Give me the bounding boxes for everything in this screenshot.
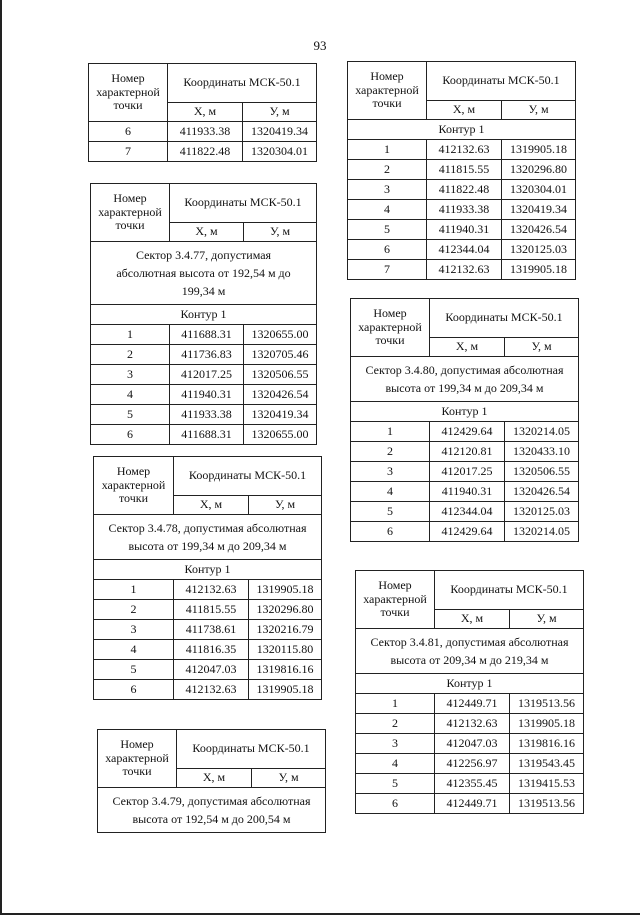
y-coordinate-cell: 1319816.16 xyxy=(510,734,584,754)
coordinates-table xyxy=(347,61,576,280)
header-row xyxy=(348,62,576,101)
x-coordinate-cell: 412132.63 xyxy=(174,580,249,600)
y-coordinate-cell: 1320426.54 xyxy=(502,220,576,240)
point-number-cell: 2 xyxy=(94,600,174,620)
point-number-cell: 3 xyxy=(91,365,170,385)
y-coordinate-cell: 1319543.45 xyxy=(510,754,584,774)
coordinates-table xyxy=(355,570,584,814)
y-column-header: У, м xyxy=(244,223,317,242)
table-row xyxy=(356,734,584,754)
sector-title: Сектор 3.4.78, допустимая абсолютная высота от 199,34 м до 209,34 м xyxy=(94,515,322,560)
x-coordinate-cell: 411933.38 xyxy=(427,200,502,220)
point-number-header: Номер характерной точки xyxy=(348,62,427,120)
y-coordinate-cell: 1320296.80 xyxy=(502,160,576,180)
point-number-cell: 1 xyxy=(356,694,435,714)
y-coordinate-cell: 1319816.16 xyxy=(249,660,322,680)
x-coordinate-cell: 412344.04 xyxy=(427,240,502,260)
point-number-header: Номер характерной точки xyxy=(98,730,177,788)
sector-row xyxy=(98,788,326,833)
y-column-header: У, м xyxy=(502,101,576,120)
table-row xyxy=(356,694,584,714)
y-coordinate-cell: 1320506.55 xyxy=(505,462,579,482)
table-row xyxy=(351,442,579,462)
x-coordinate-cell: 411940.31 xyxy=(427,220,502,240)
x-column-header: Х, м xyxy=(168,103,243,122)
y-coordinate-cell: 1319415.53 xyxy=(510,774,584,794)
table-row xyxy=(91,385,317,405)
x-coordinate-cell: 412017.25 xyxy=(170,365,244,385)
point-number-cell: 1 xyxy=(348,140,427,160)
contour-label: Контур 1 xyxy=(356,674,584,694)
point-number-cell: 6 xyxy=(351,522,430,542)
table-row xyxy=(351,502,579,522)
coordinates-table xyxy=(88,63,317,162)
contour-label: Контур 1 xyxy=(94,560,322,580)
point-number-cell: 2 xyxy=(351,442,430,462)
y-coordinate-cell: 1320214.05 xyxy=(505,422,579,442)
point-number-cell: 3 xyxy=(348,180,427,200)
sector-row xyxy=(356,629,584,674)
point-number-cell: 6 xyxy=(91,425,170,445)
sector-title: Сектор 3.4.77, допустимая абсолютная высота от 192,54 м до 199,34 м xyxy=(91,242,317,305)
table-row xyxy=(356,794,584,814)
y-coordinate-cell: 1320705.46 xyxy=(244,345,317,365)
point-number-cell: 6 xyxy=(356,794,435,814)
x-coordinate-cell: 412132.63 xyxy=(427,260,502,280)
point-number-cell: 4 xyxy=(348,200,427,220)
table-row xyxy=(348,260,576,280)
x-column-header: Х, м xyxy=(170,223,244,242)
coordinates-table xyxy=(350,298,579,542)
y-column-header: У, м xyxy=(505,338,579,357)
coordinates-table xyxy=(90,183,317,445)
point-number-cell: 6 xyxy=(348,240,427,260)
table-row xyxy=(94,660,322,680)
x-coordinate-cell: 411933.38 xyxy=(170,405,244,425)
table-row xyxy=(356,714,584,734)
x-coordinate-cell: 412047.03 xyxy=(435,734,510,754)
header-row xyxy=(94,457,322,496)
point-number-cell: 2 xyxy=(348,160,427,180)
contour-label: Контур 1 xyxy=(348,120,576,140)
table-row xyxy=(351,462,579,482)
point-number-cell: 6 xyxy=(94,680,174,700)
point-number-cell: 5 xyxy=(348,220,427,240)
x-coordinate-cell: 411822.48 xyxy=(168,142,243,162)
coordinates-header: Координаты МСК-50.1 xyxy=(170,184,317,223)
point-number-cell: 3 xyxy=(94,620,174,640)
sector-row xyxy=(91,242,317,305)
point-number-header: Номер характерной точки xyxy=(356,571,435,629)
table-row xyxy=(348,240,576,260)
x-coordinate-cell: 411738.61 xyxy=(174,620,249,640)
y-coordinate-cell: 1320115.80 xyxy=(249,640,322,660)
x-coordinate-cell: 411940.31 xyxy=(430,482,505,502)
point-number-cell: 5 xyxy=(94,660,174,680)
y-coordinate-cell: 1320419.34 xyxy=(244,405,317,425)
sector-row xyxy=(94,515,322,560)
point-number-cell: 3 xyxy=(351,462,430,482)
x-coordinate-cell: 411822.48 xyxy=(427,180,502,200)
y-coordinate-cell: 1320125.03 xyxy=(502,240,576,260)
x-column-header: Х, м xyxy=(174,496,249,515)
y-coordinate-cell: 1320426.54 xyxy=(505,482,579,502)
table-row xyxy=(91,345,317,365)
table-row xyxy=(356,754,584,774)
x-coordinate-cell: 412449.71 xyxy=(435,794,510,814)
x-coordinate-cell: 411815.55 xyxy=(174,600,249,620)
point-number-cell: 1 xyxy=(91,325,170,345)
point-number-header: Номер характерной точки xyxy=(351,299,430,357)
contour-label: Контур 1 xyxy=(91,305,317,325)
x-coordinate-cell: 412017.25 xyxy=(430,462,505,482)
point-number-header: Номер характерной точки xyxy=(89,64,168,122)
y-coordinate-cell: 1320304.01 xyxy=(243,142,317,162)
y-coordinate-cell: 1320655.00 xyxy=(244,325,317,345)
sector-title: Сектор 3.4.81, допустимая абсолютная высота от 209,34 м до 219,34 м xyxy=(356,629,584,674)
point-number-cell: 5 xyxy=(91,405,170,425)
coordinates-header: Координаты МСК-50.1 xyxy=(430,299,579,338)
page-number: 93 xyxy=(313,38,327,53)
y-coordinate-cell: 1320304.01 xyxy=(502,180,576,200)
table-row xyxy=(94,640,322,660)
contour-row xyxy=(348,120,576,140)
coordinates-table xyxy=(93,456,322,700)
y-column-header: У, м xyxy=(249,496,322,515)
y-coordinate-cell: 1320419.34 xyxy=(502,200,576,220)
x-coordinate-cell: 412449.71 xyxy=(435,694,510,714)
y-coordinate-cell: 1320214.05 xyxy=(505,522,579,542)
table-row xyxy=(348,200,576,220)
contour-row xyxy=(91,305,317,325)
table-row xyxy=(94,580,322,600)
table-row xyxy=(348,140,576,160)
y-coordinate-cell: 1320419.34 xyxy=(243,122,317,142)
header-row xyxy=(91,184,317,223)
x-coordinate-cell: 412429.64 xyxy=(430,422,505,442)
y-coordinate-cell: 1320655.00 xyxy=(244,425,317,445)
header-row xyxy=(98,730,326,769)
contour-row xyxy=(94,560,322,580)
coordinates-header: Координаты МСК-50.1 xyxy=(435,571,584,610)
coordinates-header: Координаты МСК-50.1 xyxy=(427,62,576,101)
header-row xyxy=(89,64,317,103)
x-coordinate-cell: 411688.31 xyxy=(170,425,244,445)
x-coordinate-cell: 412120.81 xyxy=(430,442,505,462)
x-column-header: Х, м xyxy=(430,338,505,357)
table-row xyxy=(89,122,317,142)
page-left-border xyxy=(0,0,2,915)
sector-title: Сектор 3.4.79, допустимая абсолютная высота от 192,54 м до 200,54 м xyxy=(98,788,326,833)
table-row xyxy=(94,620,322,640)
point-number-cell: 2 xyxy=(356,714,435,734)
table-row xyxy=(348,160,576,180)
y-coordinate-cell: 1320506.55 xyxy=(244,365,317,385)
table-row xyxy=(94,680,322,700)
y-coordinate-cell: 1320296.80 xyxy=(249,600,322,620)
coordinates-header: Координаты МСК-50.1 xyxy=(168,64,317,103)
y-coordinate-cell: 1319905.18 xyxy=(502,140,576,160)
point-number-cell: 4 xyxy=(94,640,174,660)
y-coordinate-cell: 1320125.03 xyxy=(505,502,579,522)
coordinates-table xyxy=(97,729,326,833)
table-row xyxy=(351,422,579,442)
table-row xyxy=(91,365,317,385)
point-number-cell: 4 xyxy=(351,482,430,502)
y-coordinate-cell: 1319905.18 xyxy=(502,260,576,280)
contour-label: Контур 1 xyxy=(351,402,579,422)
point-number-cell: 2 xyxy=(91,345,170,365)
x-coordinate-cell: 411736.83 xyxy=(170,345,244,365)
x-coordinate-cell: 412344.04 xyxy=(430,502,505,522)
y-coordinate-cell: 1320426.54 xyxy=(244,385,317,405)
coordinates-header: Координаты МСК-50.1 xyxy=(177,730,326,769)
header-row xyxy=(351,299,579,338)
table-row xyxy=(348,180,576,200)
x-coordinate-cell: 412355.45 xyxy=(435,774,510,794)
point-number-cell: 4 xyxy=(356,754,435,774)
point-number-cell: 5 xyxy=(356,774,435,794)
table-row xyxy=(91,405,317,425)
y-coordinate-cell: 1319905.18 xyxy=(510,714,584,734)
sector-row xyxy=(351,357,579,402)
point-number-cell: 5 xyxy=(351,502,430,522)
x-coordinate-cell: 412132.63 xyxy=(427,140,502,160)
x-column-header: Х, м xyxy=(435,610,510,629)
y-coordinate-cell: 1319513.56 xyxy=(510,694,584,714)
header-row xyxy=(356,571,584,610)
contour-row xyxy=(356,674,584,694)
y-column-header: У, м xyxy=(510,610,584,629)
point-number-header: Номер характерной точки xyxy=(91,184,170,242)
x-coordinate-cell: 411933.38 xyxy=(168,122,243,142)
coordinates-header: Координаты МСК-50.1 xyxy=(174,457,322,496)
y-coordinate-cell: 1320216.79 xyxy=(249,620,322,640)
point-number-cell: 1 xyxy=(94,580,174,600)
y-coordinate-cell: 1320433.10 xyxy=(505,442,579,462)
point-number-cell: 7 xyxy=(348,260,427,280)
x-coordinate-cell: 412047.03 xyxy=(174,660,249,680)
x-coordinate-cell: 411940.31 xyxy=(170,385,244,405)
x-coordinate-cell: 412132.63 xyxy=(174,680,249,700)
point-number-cell: 6 xyxy=(89,122,168,142)
point-number-cell: 4 xyxy=(91,385,170,405)
x-coordinate-cell: 411815.55 xyxy=(427,160,502,180)
point-number-header: Номер характерной точки xyxy=(94,457,174,515)
table-row xyxy=(91,325,317,345)
x-column-header: Х, м xyxy=(177,769,252,788)
sector-title: Сектор 3.4.80, допустимая абсолютная высота от 199,34 м до 209,34 м xyxy=(351,357,579,402)
y-coordinate-cell: 1319905.18 xyxy=(249,580,322,600)
table-row xyxy=(91,425,317,445)
x-coordinate-cell: 412256.97 xyxy=(435,754,510,774)
table-row xyxy=(89,142,317,162)
y-column-header: У, м xyxy=(243,103,317,122)
x-coordinate-cell: 412132.63 xyxy=(435,714,510,734)
point-number-cell: 7 xyxy=(89,142,168,162)
y-coordinate-cell: 1319905.18 xyxy=(249,680,322,700)
x-coordinate-cell: 411688.31 xyxy=(170,325,244,345)
point-number-cell: 3 xyxy=(356,734,435,754)
y-coordinate-cell: 1319513.56 xyxy=(510,794,584,814)
x-coordinate-cell: 412429.64 xyxy=(430,522,505,542)
table-row xyxy=(356,774,584,794)
table-row xyxy=(351,522,579,542)
point-number-cell: 1 xyxy=(351,422,430,442)
contour-row xyxy=(351,402,579,422)
x-column-header: Х, м xyxy=(427,101,502,120)
table-row xyxy=(94,600,322,620)
table-row xyxy=(351,482,579,502)
table-row xyxy=(348,220,576,240)
x-coordinate-cell: 411816.35 xyxy=(174,640,249,660)
y-column-header: У, м xyxy=(252,769,326,788)
